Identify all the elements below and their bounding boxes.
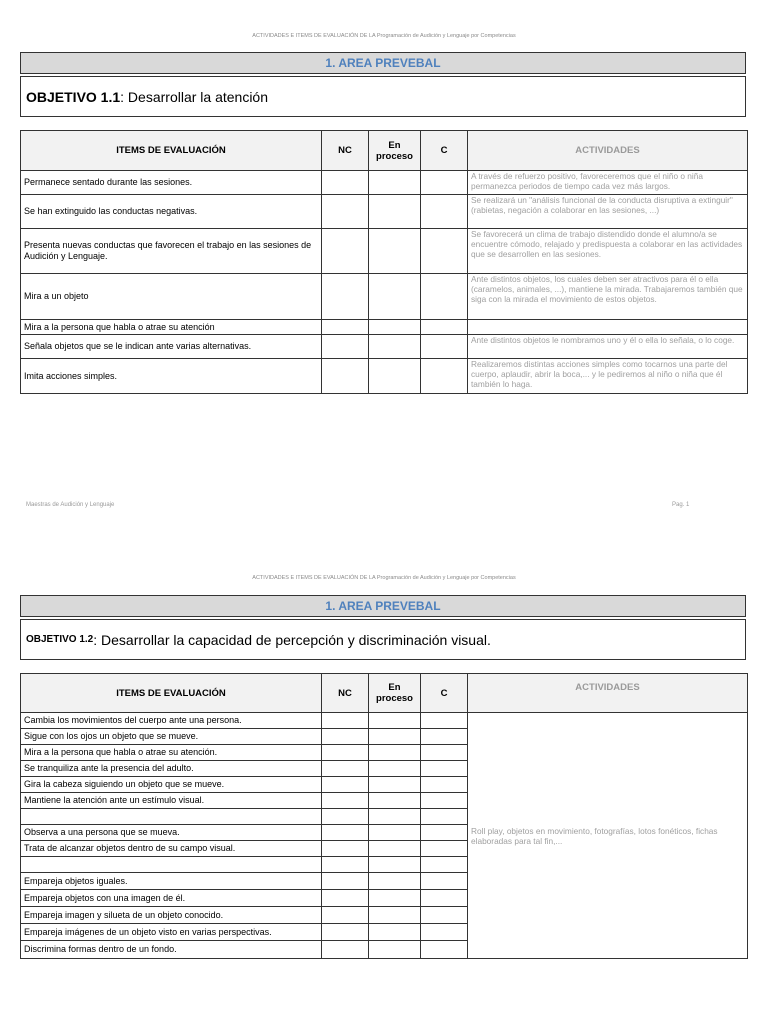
proceso-cell xyxy=(369,335,421,359)
c-cell xyxy=(421,890,468,907)
proceso-cell xyxy=(369,274,421,320)
nc-cell xyxy=(322,809,369,825)
nc-cell xyxy=(322,761,369,777)
c-cell xyxy=(421,195,468,229)
running-header-2: ACTIVIDADES E ITEMS DE EVALUACIÓN DE LA Programación de Audición y Lenguaje por Competencias xyxy=(252,575,516,581)
c-cell xyxy=(421,873,468,890)
proceso-cell xyxy=(369,793,421,809)
c-cell xyxy=(421,825,468,841)
table-row xyxy=(21,335,748,359)
col-en-proceso: En proceso xyxy=(369,674,421,713)
item-cell: Se han extinguido las conductas negativas. xyxy=(21,195,322,229)
objective-text-2: : Desarrollar la capacidad de percepción y discriminación visual. xyxy=(93,631,491,648)
c-cell xyxy=(421,841,468,857)
activity-cell: Se realizará un "análisis funcional de la conducta disruptiva a extinguir" (rabietas, negación a colaborar en las sesiones, ...) xyxy=(468,195,748,229)
col-actividades: ACTIVIDADES xyxy=(468,131,748,171)
item-cell: Presenta nuevas conductas que favorecen el trabajo en las sesiones de Audición y Lenguaje. xyxy=(21,229,322,274)
nc-cell xyxy=(322,841,369,857)
item-cell: Mantiene la atención ante un estímulo visual. xyxy=(21,793,322,809)
objective-box-2 xyxy=(20,619,746,660)
item-cell: Imita acciones simples. xyxy=(21,359,322,394)
c-cell xyxy=(421,907,468,924)
activity-cell: Se favorecerá un clima de trabajo distendido donde el alumno/a se encuentre cómodo, relajado y predispuesta a colaborar en las actividades que se desarrollen en las sesiones. xyxy=(468,229,748,274)
nc-cell xyxy=(322,857,369,873)
proceso-cell xyxy=(369,195,421,229)
objective-box xyxy=(20,76,746,117)
activity-cell: A través de refuerzo positivo, favoreceremos que el niño o niña permanezca periodos de tiempo cada vez más largos. xyxy=(468,171,748,195)
col-actividades: ACTIVIDADES xyxy=(468,674,748,713)
table-row xyxy=(21,274,748,320)
nc-cell xyxy=(322,745,369,761)
nc-cell xyxy=(322,195,369,229)
c-cell xyxy=(421,171,468,195)
c-cell xyxy=(421,761,468,777)
objective-text: : Desarrollar la atención xyxy=(120,88,269,105)
proceso-cell xyxy=(369,857,421,873)
c-cell xyxy=(421,809,468,825)
activity-cell: Ante distintos objetos le nombramos uno y él o ella lo señala, o lo coge. xyxy=(468,335,748,359)
table-row xyxy=(21,195,748,229)
proceso-cell xyxy=(369,229,421,274)
objective-label-2: OBJETIVO 1.2 xyxy=(26,634,94,645)
proceso-cell xyxy=(369,729,421,745)
col-en-proceso: En proceso xyxy=(369,131,421,171)
nc-cell xyxy=(322,941,369,959)
item-cell: Se tranquiliza ante la presencia del adulto. xyxy=(21,761,322,777)
item-cell xyxy=(21,809,322,825)
col-nc: NC xyxy=(322,131,369,171)
area-title: 1. AREA PREVEBAL xyxy=(20,52,746,74)
nc-cell xyxy=(322,229,369,274)
c-cell xyxy=(421,729,468,745)
nc-cell xyxy=(322,777,369,793)
proceso-cell xyxy=(369,809,421,825)
item-cell: Empareja imagen y silueta de un objeto conocido. xyxy=(21,907,322,924)
proceso-cell xyxy=(369,713,421,729)
proceso-cell xyxy=(369,907,421,924)
proceso-cell xyxy=(369,841,421,857)
nc-cell xyxy=(322,924,369,941)
table-row xyxy=(21,229,748,274)
activity-cell: Realizaremos distintas acciones simples como tocarnos una parte del cuerpo, aplaudir, abrir la boca,... y le pediremos al niño o niña que él también lo haga. xyxy=(468,359,748,394)
nc-cell xyxy=(322,359,369,394)
item-cell: Señala objetos que se le indican ante varias alternativas. xyxy=(21,335,322,359)
evaluation-table-1 xyxy=(20,130,748,394)
item-cell xyxy=(21,857,322,873)
c-cell xyxy=(421,941,468,959)
table-row xyxy=(21,171,748,195)
c-cell xyxy=(421,745,468,761)
item-cell: Permanece sentado durante las sesiones. xyxy=(21,171,322,195)
activity-cell xyxy=(468,320,748,335)
nc-cell xyxy=(322,274,369,320)
item-cell: Cambia los movimientos del cuerpo ante una persona. xyxy=(21,713,322,729)
col-items: ITEMS DE EVALUACIÓN xyxy=(21,674,322,713)
table-row xyxy=(21,359,748,394)
item-cell: Observa a una persona que se mueva. xyxy=(21,825,322,841)
c-cell xyxy=(421,320,468,335)
item-cell: Sigue con los ojos un objeto que se mueve. xyxy=(21,729,322,745)
nc-cell xyxy=(322,793,369,809)
activity-cell: Ante distintos objetos, los cuales deben ser atractivos para él o ella (caramelos, animales, ...), mantiene la mirada. Trabajaremos también que siga con la mirada el movimiento de estos objetos. xyxy=(468,274,748,320)
nc-cell xyxy=(322,713,369,729)
item-cell: Mira a la persona que habla o atrae su atención. xyxy=(21,745,322,761)
proceso-cell xyxy=(369,924,421,941)
proceso-cell xyxy=(369,873,421,890)
proceso-cell xyxy=(369,761,421,777)
nc-cell xyxy=(322,729,369,745)
nc-cell xyxy=(322,171,369,195)
c-cell xyxy=(421,359,468,394)
c-cell xyxy=(421,793,468,809)
proceso-cell xyxy=(369,171,421,195)
col-c: C xyxy=(421,131,468,171)
c-cell xyxy=(421,274,468,320)
proceso-cell xyxy=(369,890,421,907)
proceso-cell xyxy=(369,745,421,761)
nc-cell xyxy=(322,873,369,890)
item-cell: Empareja objetos iguales. xyxy=(21,873,322,890)
objective-label: OBJETIVO 1.1 xyxy=(26,88,121,105)
proceso-cell xyxy=(369,825,421,841)
table-row xyxy=(21,320,748,335)
activity-cell: Roll play, objetos en movimiento, fotografías, lotos fonéticos, fichas elaboradas para tal fin,... xyxy=(468,713,748,959)
c-cell xyxy=(421,777,468,793)
item-cell: Empareja objetos con una imagen de él. xyxy=(21,890,322,907)
col-nc: NC xyxy=(322,674,369,713)
c-cell xyxy=(421,229,468,274)
nc-cell xyxy=(322,320,369,335)
c-cell xyxy=(421,713,468,729)
proceso-cell xyxy=(369,777,421,793)
c-cell xyxy=(421,857,468,873)
table-header-row xyxy=(21,674,748,713)
item-cell: Mira a un objeto xyxy=(21,274,322,320)
col-items: ITEMS DE EVALUACIÓN xyxy=(21,131,322,171)
nc-cell xyxy=(322,890,369,907)
running-header: ACTIVIDADES E ITEMS DE EVALUACIÓN DE LA Programación de Audición y Lenguaje por Competencias xyxy=(252,33,516,39)
col-c: C xyxy=(421,674,468,713)
nc-cell xyxy=(322,907,369,924)
table-header-row xyxy=(21,131,748,171)
proceso-cell xyxy=(369,359,421,394)
footer-author: Maestras de Audición y Lenguaje xyxy=(26,502,115,508)
nc-cell xyxy=(322,825,369,841)
item-cell: Discrimina formas dentro de un fondo. xyxy=(21,941,322,959)
proceso-cell xyxy=(369,320,421,335)
item-cell: Trata de alcanzar objetos dentro de su campo visual. xyxy=(21,841,322,857)
item-cell: Empareja imágenes de un objeto visto en varias perspectivas. xyxy=(21,924,322,941)
proceso-cell xyxy=(369,941,421,959)
area-title-2: 1. AREA PREVEBAL xyxy=(20,595,746,617)
item-cell: Mira a la persona que habla o atrae su atención xyxy=(21,320,322,335)
table-row xyxy=(21,713,748,729)
c-cell xyxy=(421,335,468,359)
evaluation-table-2 xyxy=(20,673,748,959)
nc-cell xyxy=(322,335,369,359)
page-number: Pag. 1 xyxy=(672,502,690,508)
item-cell: Gira la cabeza siguiendo un objeto que se mueve. xyxy=(21,777,322,793)
c-cell xyxy=(421,924,468,941)
